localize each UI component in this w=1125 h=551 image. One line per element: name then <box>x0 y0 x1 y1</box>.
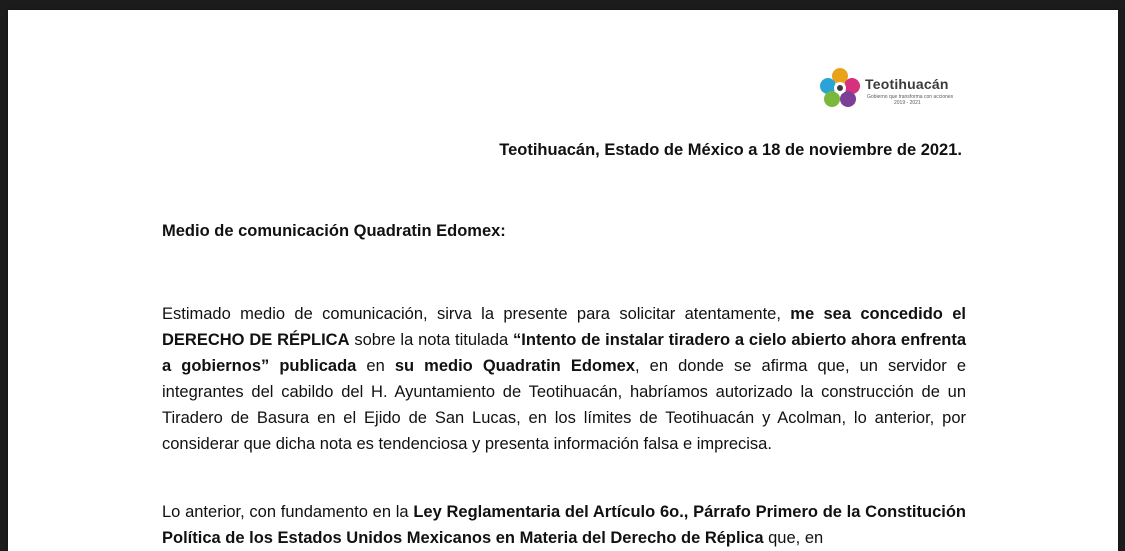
teotihuacan-logo <box>818 66 968 116</box>
paragraph-request <box>162 301 966 457</box>
law-name: Ley Reglamentaria del Artículo 6o., Párrafo Primero de la Constitución Política de los Estados Unidos Mexicanos en Materia del Derecho de Réplica <box>162 503 966 547</box>
article-title: “Intento de instalar tiradero a cielo abierto ahora enfrenta a gobiernos” publicada <box>162 331 967 375</box>
logo-years: 2019 - 2021 <box>894 100 921 106</box>
document-page <box>8 10 1118 551</box>
paragraph-text: Estimado medio de comunicación, sirva la presente para solicitar atentamente, <box>162 305 791 323</box>
paragraph-text: que, en <box>763 529 824 547</box>
letter-date: Teotihuacán, Estado de México a 18 de noviembre de 2021. <box>499 141 962 159</box>
paragraph-bold-text: me sea concedido el DERECHO DE RÉPLICA <box>162 305 966 349</box>
letter-recipient: Medio de comunicación Quadratin Edomex: <box>162 222 506 240</box>
flower-logo-icon <box>818 66 862 110</box>
paragraph-text: , en donde se afirma que, un servidor e integrantes del cabildo del H. Ayuntamiento de Teotihuacán, habríamos autorizado la construcción de un Tiradero de Basura en el Ejido de San Lucas, en los límites de Teotihuacán y Acolman, lo anterior, por considerar que dicha nota es tendenciosa y presenta información falsa e imprecisa. <box>162 357 966 453</box>
paragraph-legal-basis <box>162 499 966 551</box>
media-name: su medio Quadratin Edomex <box>394 357 636 375</box>
paragraph-text: en <box>356 357 395 375</box>
logo-tagline: Gobierno que transforma con acciones <box>867 94 954 100</box>
logo-name: Teotihuacán <box>865 76 949 92</box>
paragraph-text: Lo anterior, con fundamento en la <box>162 503 414 521</box>
paragraph-text: sobre la nota titulada <box>349 331 514 349</box>
